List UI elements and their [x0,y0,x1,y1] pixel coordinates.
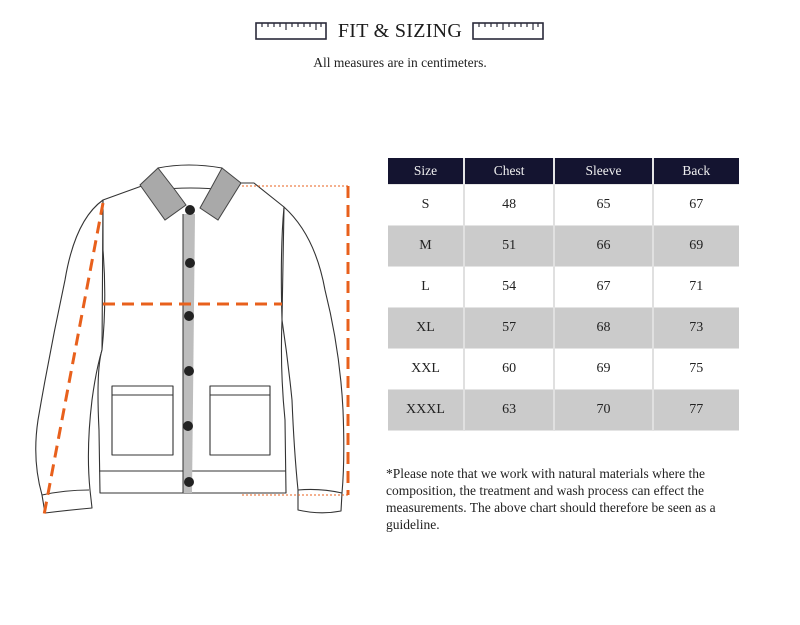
page-header [0,18,800,48]
page-title: FIT & SIZING [337,20,463,42]
units-subtitle: All measures are in centimeters. [313,55,487,70]
sleeve-cell: 68 [555,308,653,349]
back-cell: 73 [654,308,739,349]
sleeve-cell: 67 [555,267,653,308]
column-header-size: Size [388,158,465,185]
table-row [388,185,739,226]
disclaimer-note: *Please note that we work with natural materials where the composition, the treatment and wash process can effect the measurements. The above chart should therefore be seen as a guideline. [386,466,716,532]
sleeve-cell: 65 [555,185,653,226]
back-cell: 75 [654,349,739,390]
back-cell: 77 [654,390,739,431]
table-row [388,308,739,349]
table-header-row [388,158,739,185]
size-cell: L [388,267,465,308]
table-row [388,349,739,390]
table-row [388,267,739,308]
size-cell: XXXL [388,390,465,431]
table-row [388,390,739,431]
chest-cell: 60 [465,349,555,390]
ruler-icon [472,22,544,40]
sleeve-cell: 70 [555,390,653,431]
size-cell: M [388,226,465,267]
chest-cell: 57 [465,308,555,349]
sleeve-cell: 66 [555,226,653,267]
chest-cell: 51 [465,226,555,267]
size-table [388,158,739,431]
column-header-sleeve: Sleeve [555,158,653,185]
chest-cell: 48 [465,185,555,226]
column-header-back: Back [654,158,739,185]
jacket-illustration [30,150,370,520]
sleeve-cell: 69 [555,349,653,390]
chest-cell: 54 [465,267,555,308]
back-cell: 67 [654,185,739,226]
chest-cell: 63 [465,390,555,431]
back-cell: 69 [654,226,739,267]
back-cell: 71 [654,267,739,308]
size-cell: XXL [388,349,465,390]
size-cell: S [388,185,465,226]
table-row [388,226,739,267]
size-cell: XL [388,308,465,349]
column-header-chest: Chest [465,158,555,185]
